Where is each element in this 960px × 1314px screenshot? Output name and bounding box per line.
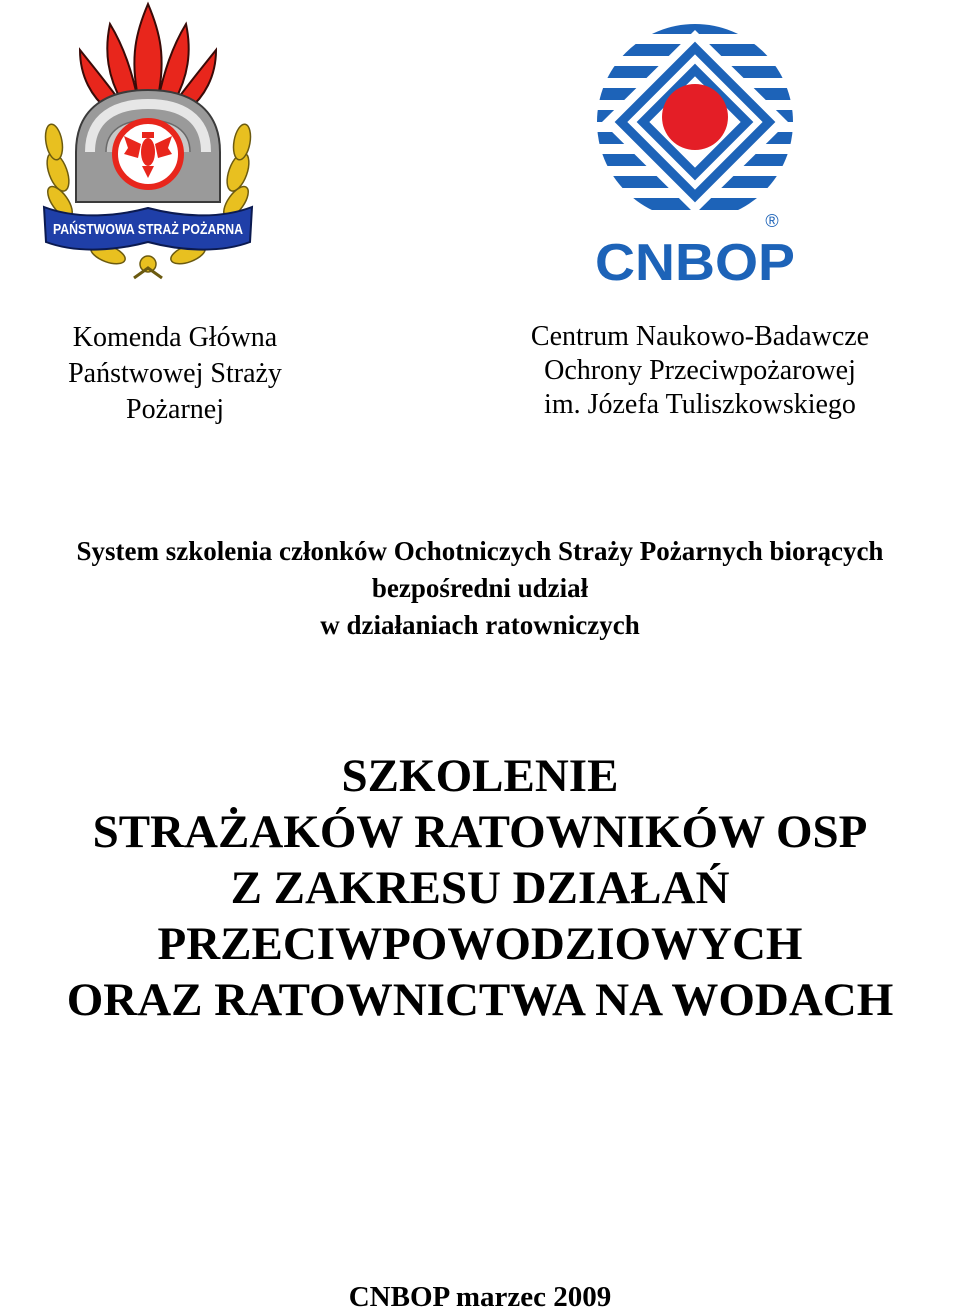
- main-title-line: Z ZAKRESU DZIAŁAŃ: [230, 862, 730, 914]
- emblem-text: PAŃSTWOWA STRAŻ POŻARNA: [53, 221, 244, 238]
- cnbop-logo: [588, 12, 803, 292]
- footer-date: CNBOP marzec 2009: [348, 1281, 612, 1313]
- registered-mark: ®: [765, 211, 779, 231]
- system-title-line: w działaniach ratowniczych: [320, 610, 640, 640]
- org-right-line: Centrum Naukowo-Badawcze: [530, 321, 870, 352]
- main-title: [0, 748, 960, 1028]
- org-right-line: im. Józefa Tuliszkowskiego: [544, 389, 856, 420]
- org-right-line: Ochrony Przeciwpożarowej: [544, 355, 856, 386]
- main-title-line: STRAŻAKÓW RATOWNIKÓW OSP: [92, 806, 868, 858]
- main-title-line: ORAZ RATOWNICTWA NA WODACH: [66, 974, 894, 1026]
- system-title: [0, 533, 960, 644]
- cnbop-wordmark: CNBOP: [595, 234, 795, 292]
- system-title-line: System szkolenia członków Ochotniczych Straży Pożarnych biorących: [76, 536, 884, 566]
- org-left-line: Pożarnej: [126, 394, 224, 425]
- org-right-name: [480, 320, 920, 422]
- main-title-line: PRZECIWPOWODZIOWYCH: [157, 918, 803, 970]
- org-left-line: Komenda Główna: [72, 322, 278, 353]
- org-left-line: Państwowej Straży: [68, 358, 282, 389]
- org-left-name: [20, 320, 330, 428]
- main-title-line: SZKOLENIE: [341, 750, 619, 802]
- red-dot-icon: [662, 84, 728, 150]
- psp-emblem-logo: [38, 2, 258, 284]
- system-title-line: bezpośredni udział: [371, 573, 589, 603]
